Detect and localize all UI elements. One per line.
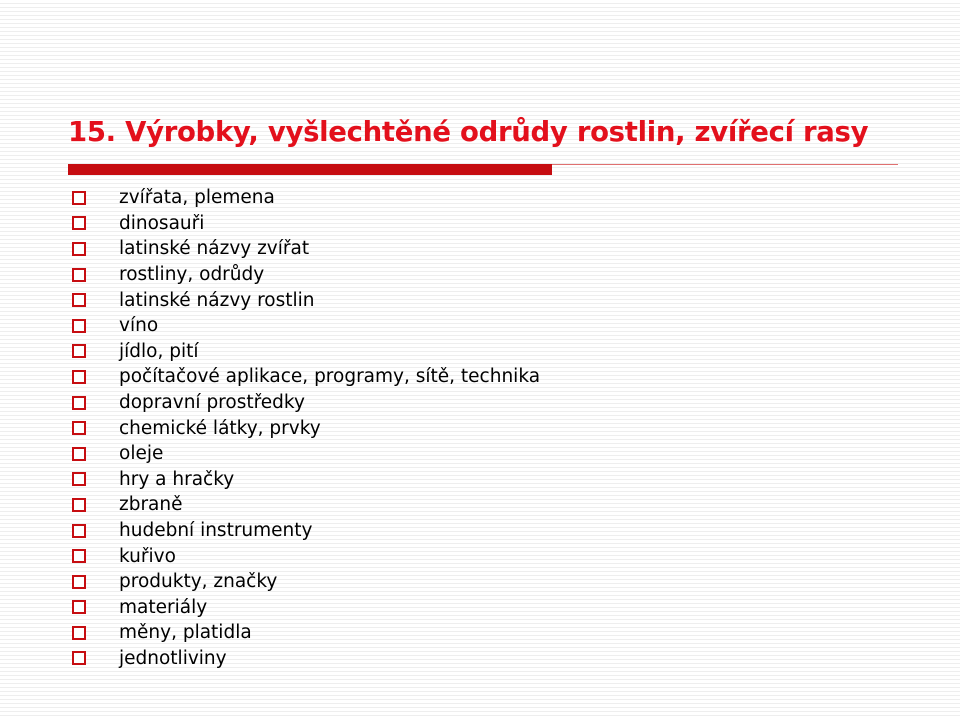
list-item — [70, 313, 540, 339]
list-item-text: materiály — [119, 596, 208, 618]
square-bullet-icon — [72, 626, 86, 640]
square-bullet-icon — [72, 344, 86, 358]
list-item — [70, 518, 540, 544]
list-item — [70, 646, 540, 672]
list-item-text: hry a hračky — [119, 468, 235, 490]
list-item-text: produkty, značky — [119, 571, 278, 593]
square-bullet-icon — [72, 421, 86, 435]
list-item-text: zbraně — [119, 494, 183, 516]
list-item-text: hudební instrumenty — [119, 520, 313, 542]
list-item — [70, 390, 540, 416]
square-bullet-icon — [72, 191, 86, 205]
slide-title: 15. Výrobky, vyšlechtěné odrůdy rostlin, zvířecí rasy — [68, 116, 869, 148]
square-bullet-icon — [72, 575, 86, 589]
square-bullet-icon — [72, 600, 86, 614]
bullet-list — [70, 185, 540, 671]
list-item — [70, 364, 540, 390]
square-bullet-icon — [72, 524, 86, 538]
list-item — [70, 211, 540, 237]
list-item-text: počítačové aplikace, programy, sítě, technika — [119, 366, 541, 388]
list-item — [70, 339, 540, 365]
square-bullet-icon — [72, 216, 86, 230]
square-bullet-icon — [72, 472, 86, 486]
square-bullet-icon — [72, 268, 86, 282]
square-bullet-icon — [72, 293, 86, 307]
list-item-text: latinské názvy zvířat — [119, 238, 310, 260]
list-item — [70, 595, 540, 621]
list-item — [70, 569, 540, 595]
title-underline-thin — [552, 164, 898, 165]
square-bullet-icon — [72, 396, 86, 410]
list-item — [70, 262, 540, 288]
list-item — [70, 287, 540, 313]
square-bullet-icon — [72, 447, 86, 461]
list-item-text: jídlo, pití — [119, 340, 199, 362]
list-item — [70, 467, 540, 493]
square-bullet-icon — [72, 319, 86, 333]
list-item-text: víno — [119, 315, 159, 337]
title-underline-thick — [68, 164, 552, 175]
square-bullet-icon — [72, 242, 86, 256]
list-item — [70, 236, 540, 262]
list-item — [70, 492, 540, 518]
square-bullet-icon — [72, 498, 86, 512]
list-item-text: dinosauři — [119, 212, 205, 234]
list-item-text: latinské názvy rostlin — [119, 289, 315, 311]
list-item — [70, 441, 540, 467]
list-item-text: chemické látky, prvky — [119, 417, 321, 439]
list-item — [70, 185, 540, 211]
square-bullet-icon — [72, 370, 86, 384]
list-item-text: jednotliviny — [119, 647, 227, 669]
list-item — [70, 620, 540, 646]
list-item-text: zvířata, plemena — [119, 187, 275, 209]
list-item — [70, 415, 540, 441]
list-item-text: oleje — [119, 443, 164, 465]
square-bullet-icon — [72, 549, 86, 563]
list-item-text: rostliny, odrůdy — [119, 264, 265, 286]
list-item — [70, 543, 540, 569]
square-bullet-icon — [72, 651, 86, 665]
list-item-text: měny, platidla — [119, 622, 252, 644]
list-item-text: kuřivo — [119, 545, 176, 567]
list-item-text: dopravní prostředky — [119, 392, 305, 414]
